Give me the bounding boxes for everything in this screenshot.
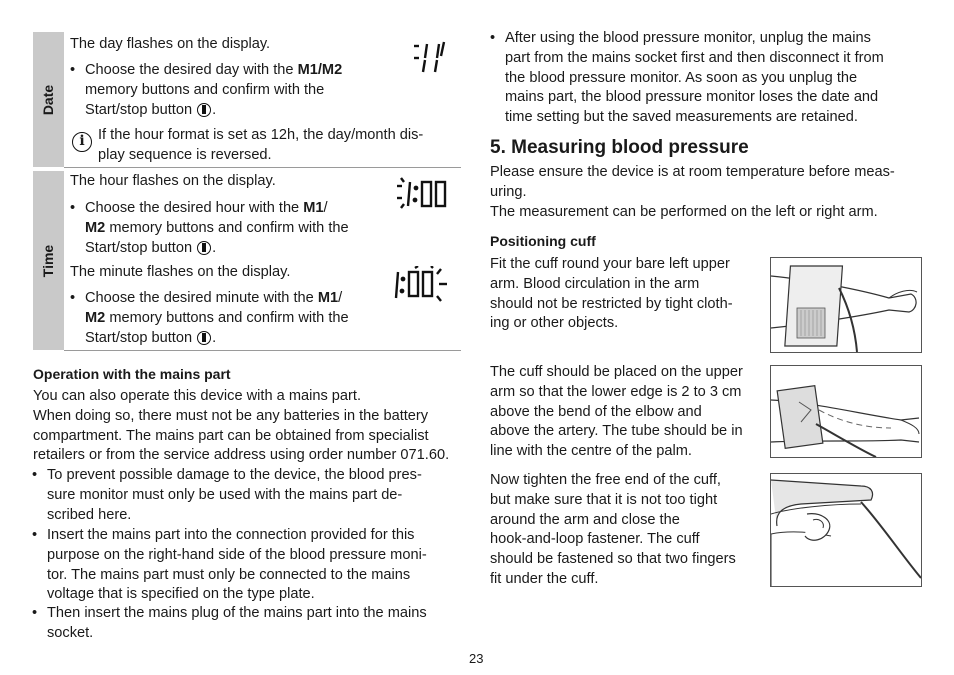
page-number: 23 <box>469 651 484 666</box>
arm-tube-image <box>771 366 921 457</box>
positioning-subheading: Positioning cuff <box>490 233 596 249</box>
start-stop-icon <box>197 241 211 255</box>
info-icon: i <box>72 132 92 152</box>
hand-cuff-image <box>771 474 921 586</box>
section-heading: 5. Measuring blood pressure <box>490 137 749 158</box>
fit-cuff-text: Fit the cuff round your bare left upper arm. Blood circulation in the arm should not be restricted by tight cloth- ing or other objects. <box>490 256 733 332</box>
cuff-tighten-illustration <box>770 473 922 587</box>
mains-bullet-plug: • Then insert the mains plug of the mains part into the mains socket. <box>47 604 427 644</box>
section-divider <box>64 167 461 168</box>
start-stop-icon <box>197 103 211 117</box>
hour-intro: The hour flashes on the display. <box>70 173 276 189</box>
cuff-placement-illustration <box>770 365 922 458</box>
date-instruction: • Choose the desired day with the M1/M2 memory buttons and confirm with the Start/stop button . <box>85 61 342 120</box>
date-note: If the hour format is set as 12h, the day/month dis- play sequence is reversed. <box>98 127 424 163</box>
lcd-hour-display <box>395 176 455 212</box>
cuff-placement-text: The cuff should be placed on the upper arm so that the lower edge is 2 to 3 cm above the bend of the elbow and above the artery. The tube should be in line with the centre of the palm. <box>490 364 743 460</box>
start-stop-icon <box>197 331 211 345</box>
mains-bullet-insert: • Insert the mains part into the connection provided for this purpose on the right-hand side of the blood pressure moni- tor. The mains part must only be connected to the mains voltage that is specified on the type plate. <box>47 526 427 605</box>
hour-instruction: • Choose the desired hour with the M1/ M2 memory buttons and confirm with the Start/stop button . <box>85 199 349 258</box>
unplug-bullet: • After using the blood pressure monitor, unplug the mains part from the mains socket first and then disconnect it from the blood pressure monitor. As soon as you unplug the mains part, the blood pressure monitor loses the date and time setting but the saved measurements are retained. <box>505 29 884 128</box>
minute-intro: The minute flashes on the display. <box>70 264 291 280</box>
tighten-cuff-text: Now tighten the free end of the cuff, but make sure that it is not too tight around the arm and close the hook-and-loop fastener. The cuff should be fastened so that two fingers fit under the cuff. <box>490 472 736 587</box>
mains-heading: Operation with the mains part <box>33 366 231 382</box>
lcd-day-display <box>410 38 450 78</box>
arm-cuff-image <box>771 258 921 352</box>
time-sidebar-tab <box>33 171 64 350</box>
time-sidebar-label: Time <box>39 244 56 277</box>
mains-paragraph: You can also operate this device with a mains part. When doing so, there must not be any batteries in the battery compartment. The mains part can be obtained from specialist retailers or from the service address using order number 071.60. <box>33 388 450 464</box>
date-intro: The day flashes on the display. <box>70 36 271 52</box>
cuff-fit-illustration <box>770 257 922 353</box>
section-divider <box>64 350 461 351</box>
measure-intro: Please ensure the device is at room temperature before meas- uring. The measurement can be performed on the left or right arm. <box>490 164 895 220</box>
mains-bullet-damage: • To prevent possible damage to the device, the blood pres- sure monitor must only be used with the mains part de- scribed here. <box>47 466 422 525</box>
date-sidebar-tab <box>33 32 64 167</box>
minute-instruction: • Choose the desired minute with the M1/ M2 memory buttons and confirm with the Start/stop button . <box>85 289 349 348</box>
lcd-minute-display <box>393 266 453 304</box>
date-sidebar-label: Date <box>39 84 56 115</box>
